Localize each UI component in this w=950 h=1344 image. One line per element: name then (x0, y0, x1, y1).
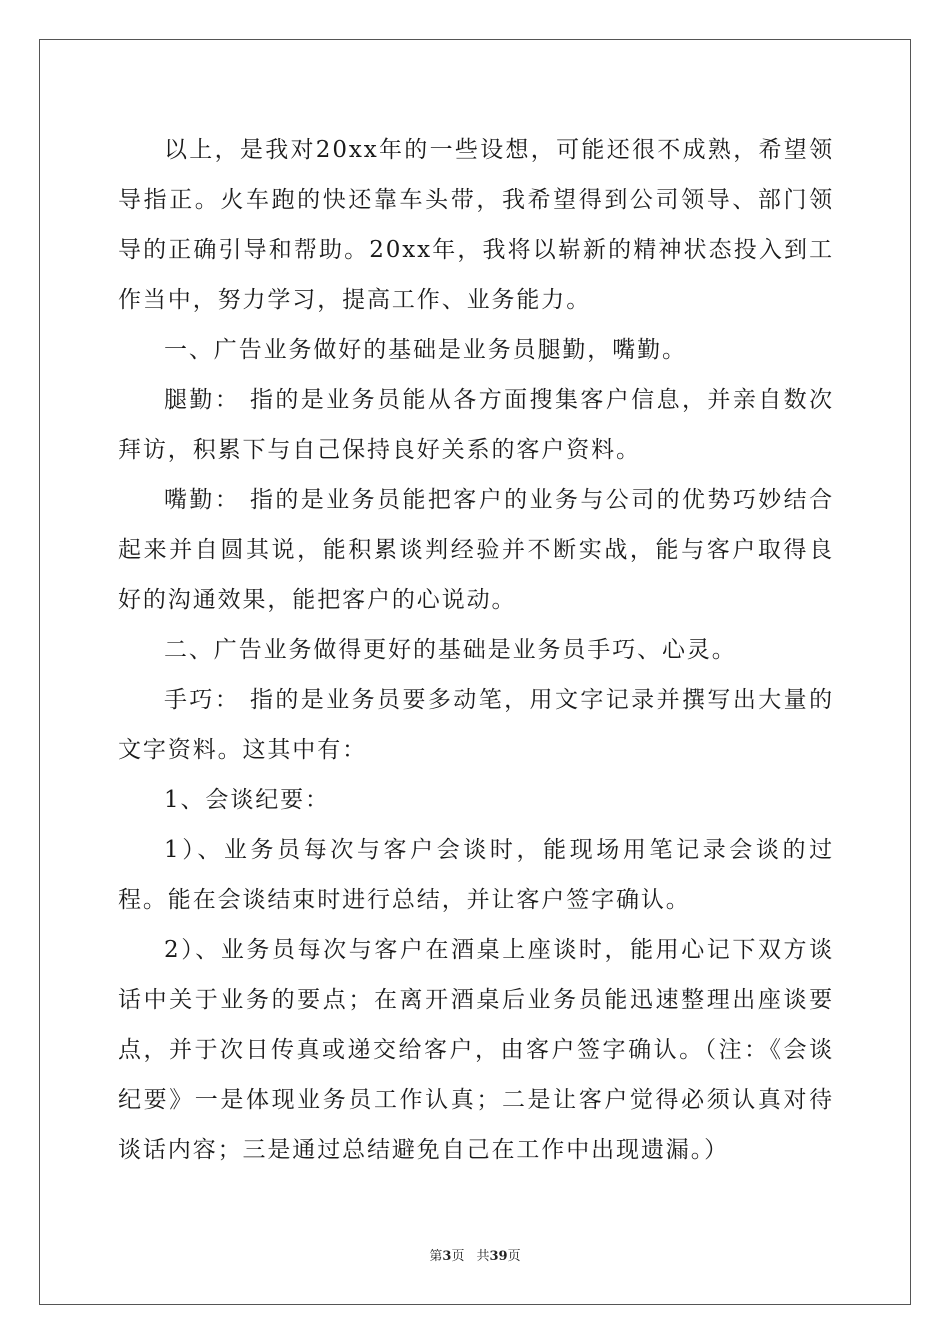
heading-section-two: 二、广告业务做得更好的基础是业务员手巧、心灵。 (164, 637, 737, 663)
page-number: 3 (442, 1249, 452, 1264)
page-suffix: 页 (451, 1249, 465, 1264)
document-body (118, 125, 834, 1175)
heading-section-one: 一、广告业务做好的基础是业务员腿勤，嘴勤。 (164, 337, 687, 363)
paragraph-mouth-diligence: 嘴勤： 指的是业务员能把客户的业务与公司的优势巧妙结合起来并自圆其说，能积累谈判经验并不断实战，能与客户取得良好的沟通效果，能把客户的心说动。 (118, 487, 834, 613)
total-prefix: 共 (476, 1249, 490, 1264)
page-footer (0, 1245, 950, 1264)
paragraph-handy: 手巧： 指的是业务员要多动笔，用文字记录并撰写出大量的文字资料。这其中有： (118, 687, 834, 763)
list-item-2: 2）、业务员每次与客户在酒桌上座谈时，能用心记下双方谈话中关于业务的要点；在离开酒桌后业务员能迅速整理出座谈要点，并于次日传真或递交给客户，由客户签字确认。（注：《会谈纪要》一是体现业务员工作认真；二是让客户觉得必须认真对待谈话内容；三是通过总结避免自己在工作中出现遗漏。） (118, 937, 834, 1163)
page-prefix: 第 (429, 1249, 443, 1264)
paragraph-leg-diligence: 腿勤： 指的是业务员能从各方面搜集客户信息，并亲自数次拜访，积累下与自己保持良好关系的客户资料。 (118, 387, 834, 463)
total-suffix: 页 (507, 1249, 521, 1264)
list-item-1: 1）、业务员每次与客户会谈时，能现场用笔记录会谈的过程。能在会谈结束时进行总结，并让客户签字确认。 (118, 837, 834, 913)
heading-meeting-minutes: 1、会谈纪要： (164, 787, 330, 813)
paragraph-intro: 以上，是我对20xx年的一些设想，可能还很不成熟，希望领导指正。火车跑的快还靠车头带，我希望得到公司领导、部门领导的正确引导和帮助。20xx年，我将以崭新的精神状态投入到工作当中，努力学习，提高工作、业务能力。 (118, 137, 834, 313)
total-pages: 39 (489, 1249, 508, 1264)
